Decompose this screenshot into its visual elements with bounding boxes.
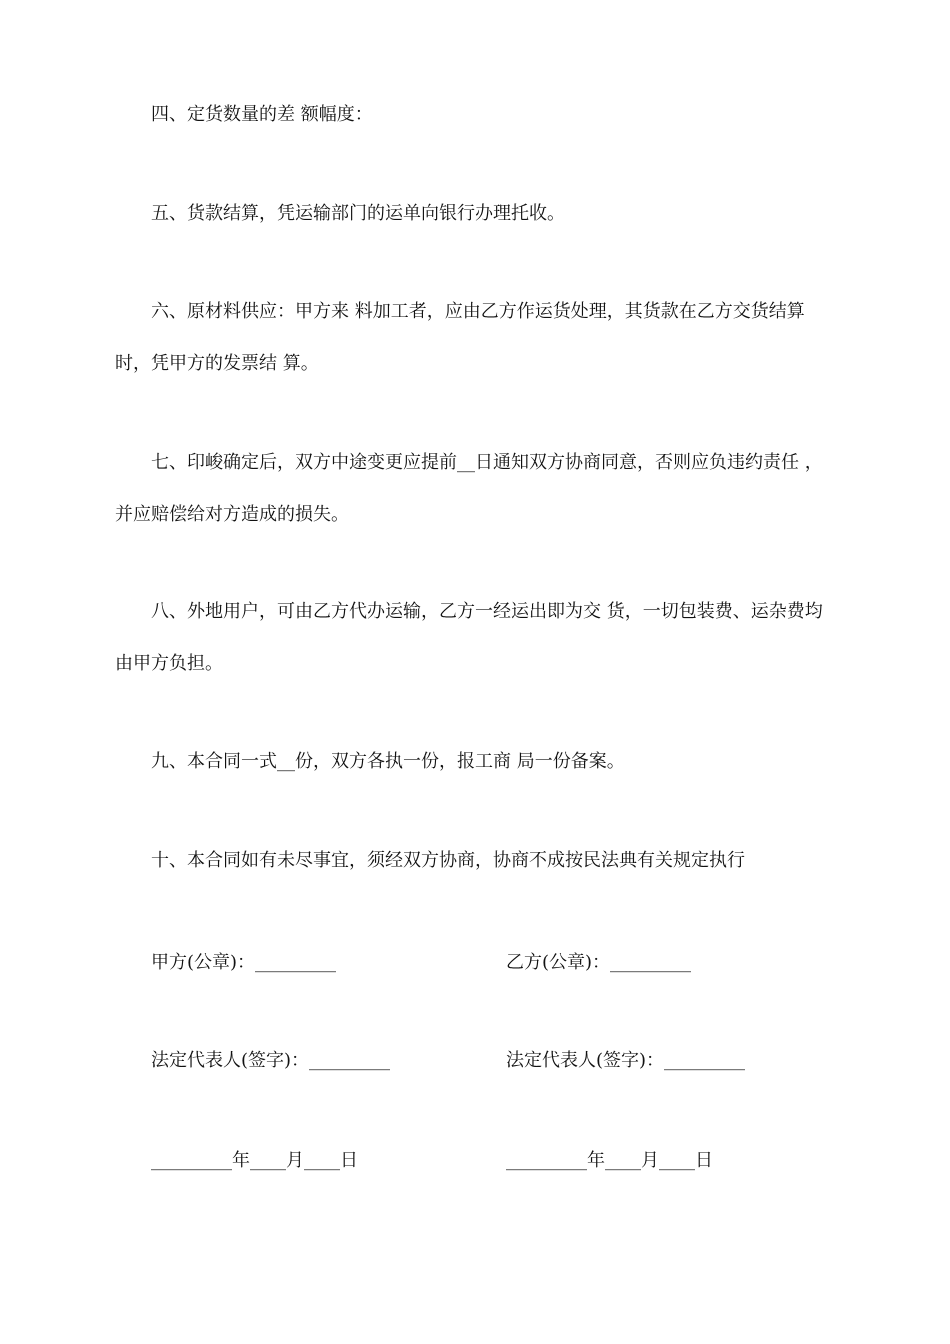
clause-8: 八、外地用户，可由乙方代办运输，乙方一经运出即为交 货，一切包装费、运杂费均由甲方负担。	[115, 601, 823, 674]
party-a-representative-line: 法定代表人(签字)：_________	[151, 1050, 391, 1071]
clause-4: 四、定货数量的差 额幅度：	[151, 104, 373, 125]
party-a-date-line: _________年____月____日	[151, 1150, 358, 1171]
clause-5: 五、货款结算，凭运输部门的运单向银行办理托收。	[151, 203, 565, 224]
clause-10: 十、本合同如有未尽事宜，须经双方协商，协商不成按民法典有关规定执行	[151, 850, 745, 871]
clause-9: 九、本合同一式__份，双方各执一份，报工商 局一份备案。	[151, 751, 625, 772]
clause-7: 七、印峻确定后，双方中途变更应提前__日通知双方协商同意，否则应负违约责任 ，并应赔偿给对方造成的损失。	[115, 452, 823, 525]
party-b-representative-line: 法定代表人(签字)：_________	[506, 1050, 746, 1071]
party-b-date-line: _________年____月____日	[506, 1150, 713, 1171]
party-b-seal-line: 乙方(公章)：_________	[506, 952, 692, 973]
clause-6: 六、原材料供应：甲方来 料加工者，应由乙方作运货处理，其货款在乙方交货结算时，凭甲方的发票结 算。	[115, 301, 805, 374]
party-a-seal-line: 甲方(公章)：_________	[151, 952, 337, 973]
